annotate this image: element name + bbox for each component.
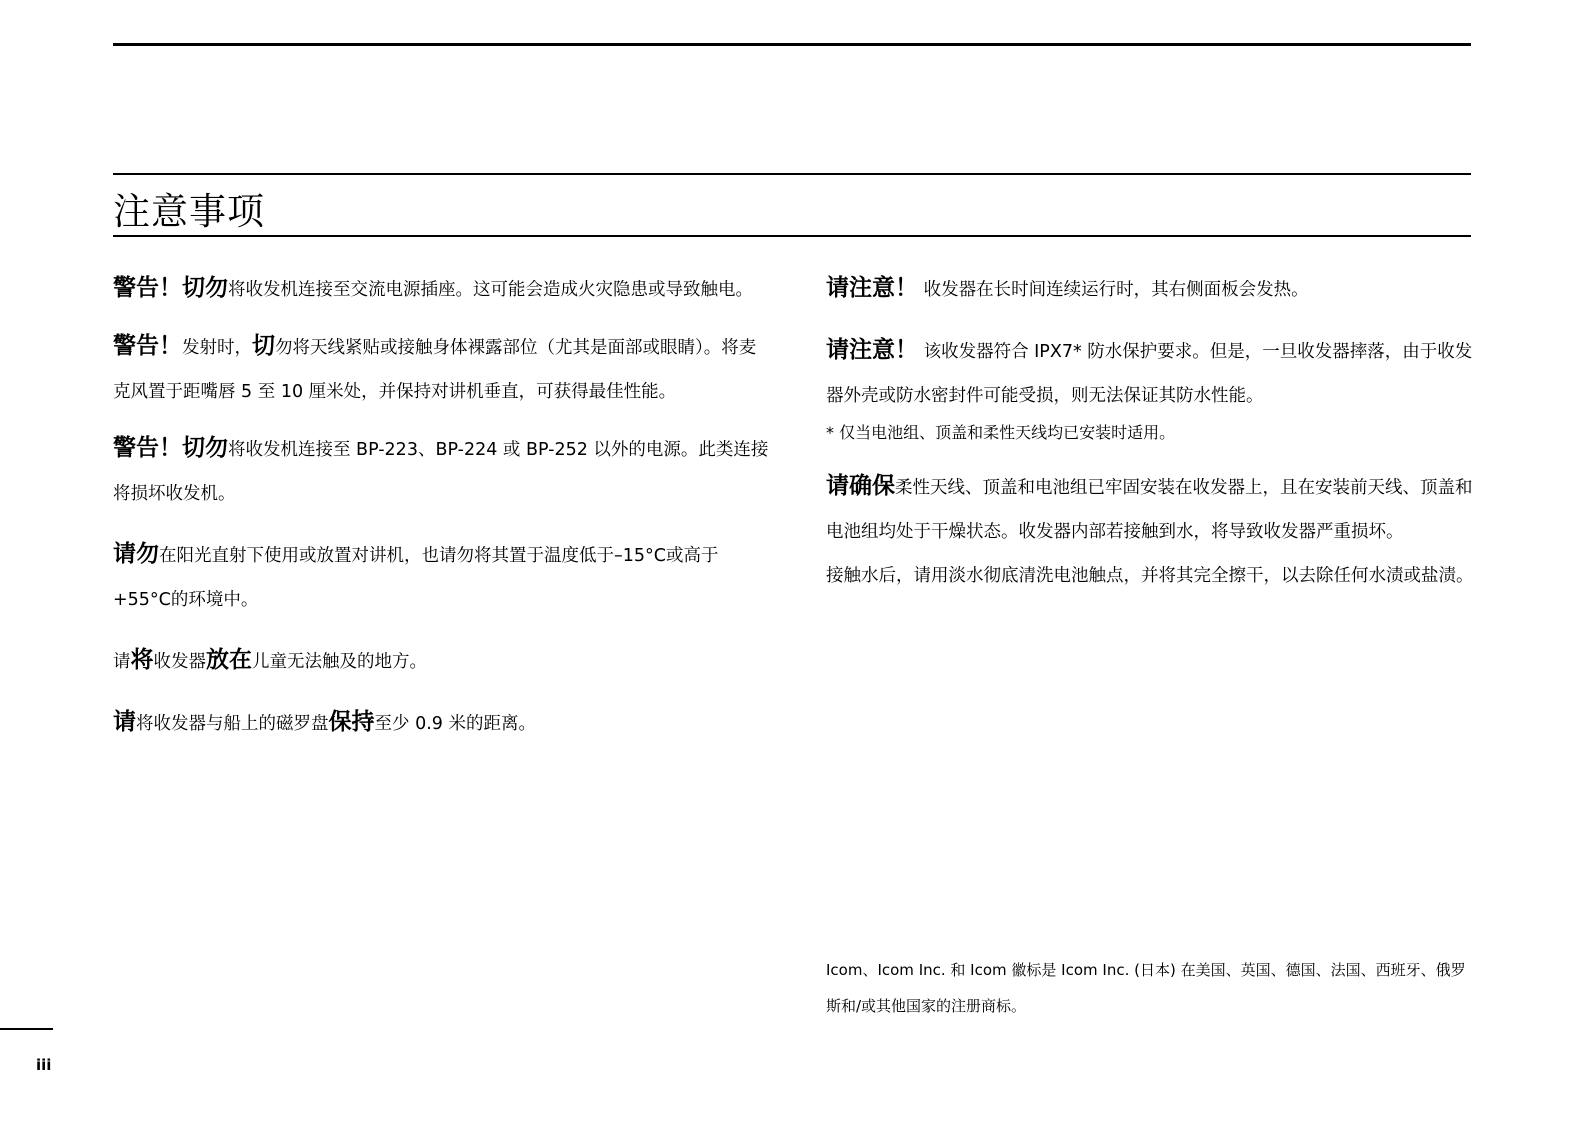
- right-column: [826, 266, 1474, 598]
- note-rinse-contacts: 接触水后，请用淡水彻底清洗电池触点，并将其完全擦干，以去除任何水渍或盐渍。: [826, 566, 1474, 586]
- note-waterproof: 请注意！ 该收发器符合 IPX7* 防水保护要求。但是，一旦收发器摔落，由于收发器外壳或防水密封件可能受损，则无法保证其防水性能。: [826, 337, 1473, 406]
- section-rule-upper: [113, 173, 1471, 175]
- caution-compass: 请将收发器与船上的磁罗盘保持至少 0.9 米的距离。: [113, 709, 536, 735]
- warning-ac-outlet: 警告！切勿将收发机连接至交流电源插座。这可能会造成火灾隐患或导致触电。: [113, 275, 753, 301]
- left-column: [113, 266, 771, 746]
- warning-power-source: 警告！切勿将收发机连接至 BP-223、BP-224 或 BP-252 以外的电源。此类连接将损坏收发机。: [113, 435, 769, 504]
- caution-children: 请将收发器放在儿童无法触及的地方。: [113, 647, 427, 673]
- note-heat: 请注意！ 收发器在长时间连续运行时，其右侧面板会发热。: [826, 275, 1309, 301]
- note-ensure-dry: 请确保柔性天线、顶盖和电池组已牢固安装在收发器上，且在安装前天线、顶盖和电池组均处于干燥状态。收发器内部若接触到水，将导致收发器严重损坏。: [826, 473, 1473, 542]
- warning-antenna: 警告！发射时，切勿将天线紧贴或接触身体裸露部位（尤其是面部或眼睛）。将麦克风置于距嘴唇 5 至 10 厘米处，并保持对讲机垂直，可获得最佳性能。: [113, 333, 757, 402]
- page-title: 注意事项: [113, 190, 265, 233]
- page-number-rule: [0, 1028, 53, 1030]
- trademark-notice: Icom、Icom Inc. 和 Icom 徽标是 Icom Inc. (日本) 在美国、英国、德国、法国、西班牙、俄罗斯和/或其他国家的注册商标。: [826, 961, 1466, 1015]
- top-rule: [113, 43, 1471, 46]
- section-rule-lower: [113, 235, 1471, 237]
- footnote-waterproof: * 仅当电池组、顶盖和柔性天线均已安装时适用。: [826, 423, 1176, 442]
- page-number: iii: [36, 1056, 52, 1074]
- caution-temperature: 请勿在阳光直射下使用或放置对讲机，也请勿将其置于温度低于–15°C或高于+55°C的环境中。: [113, 541, 719, 610]
